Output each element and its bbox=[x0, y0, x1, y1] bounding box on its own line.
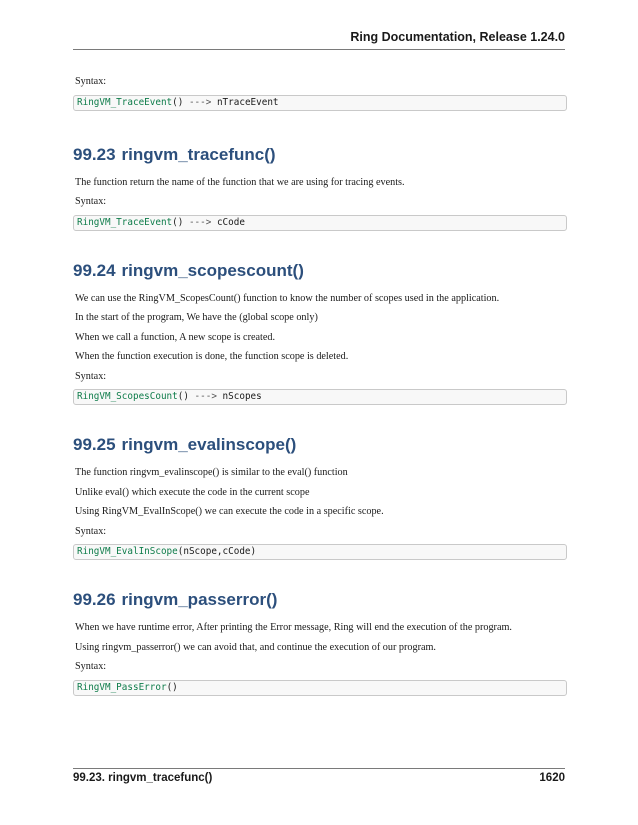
page-number: 1620 bbox=[539, 772, 565, 784]
code-arrow: ---> bbox=[183, 96, 212, 108]
code-block bbox=[73, 215, 567, 231]
paragraph: We can use the RingVM_ScopesCount() function to know the number of scopes used in the application. bbox=[75, 292, 500, 304]
syntax-label: Syntax: bbox=[75, 196, 107, 207]
code-function: RingVM_ScopesCount bbox=[77, 391, 178, 402]
code-arrow: ---> bbox=[183, 216, 212, 228]
section-heading bbox=[73, 435, 567, 455]
paragraph: Using ringvm_passerror() we can avoid that, and continue the execution of our program. bbox=[75, 641, 436, 653]
code-arrow: ---> bbox=[188, 391, 217, 402]
paragraph: The function ringvm_evalinscope() is similar to the eval() function bbox=[75, 467, 348, 478]
section-99-23 bbox=[73, 145, 567, 231]
section-number: 99.25 bbox=[73, 435, 116, 454]
code-args: () bbox=[172, 216, 184, 228]
section-title: ringvm_evalinscope() bbox=[121, 435, 297, 454]
section-number: 99.24 bbox=[73, 260, 116, 280]
section-heading bbox=[73, 261, 567, 281]
section-title: ringvm_passerror() bbox=[121, 590, 278, 609]
section-title: ringvm_tracefunc() bbox=[121, 144, 276, 164]
code-args: () bbox=[172, 96, 184, 108]
paragraph: Unlike eval() which execute the code in the current scope bbox=[75, 486, 310, 498]
code-block bbox=[73, 95, 567, 111]
running-header: Ring Documentation, Release 1.24.0 bbox=[350, 30, 565, 44]
code-function: RingVM_PassError bbox=[77, 681, 167, 693]
code-result: nTraceEvent bbox=[211, 96, 279, 108]
syntax-label: Syntax: bbox=[75, 661, 107, 672]
code-result: cCode bbox=[211, 216, 245, 228]
code-result: nScopes bbox=[216, 391, 262, 402]
page-content bbox=[73, 75, 567, 696]
section-99-24 bbox=[73, 261, 567, 406]
paragraph: When we call a function, A new scope is created. bbox=[75, 331, 275, 343]
code-function: RingVM_TraceEvent bbox=[77, 216, 173, 228]
code-args: () bbox=[166, 681, 178, 693]
syntax-label: Syntax: bbox=[75, 370, 107, 382]
footer-section-title: 99.23. ringvm_tracefunc() bbox=[73, 772, 213, 784]
code-function: RingVM_EvalInScope bbox=[77, 546, 178, 557]
syntax-label: Syntax: bbox=[75, 525, 107, 537]
section-99-25 bbox=[73, 435, 567, 560]
syntax-label: Syntax: bbox=[75, 76, 107, 87]
section-number: 99.26 bbox=[73, 590, 116, 609]
code-block bbox=[73, 389, 567, 405]
code-args: (nScope,cCode) bbox=[177, 546, 257, 557]
footer-rule bbox=[73, 768, 565, 769]
section-number: 99.23 bbox=[73, 144, 116, 164]
paragraph: When we have runtime error, After printing the Error message, Ring will end the execution of the program. bbox=[75, 622, 512, 633]
section-title: ringvm_scopescount() bbox=[121, 260, 304, 280]
section-99-26 bbox=[73, 590, 567, 696]
paragraph: When the function execution is done, the function scope is deleted. bbox=[75, 351, 349, 362]
header-rule bbox=[73, 49, 565, 50]
paragraph: In the start of the program, We have the (global scope only) bbox=[75, 312, 318, 323]
section-heading bbox=[73, 590, 567, 610]
paragraph: The function return the name of the function that we are using for tracing events. bbox=[75, 176, 405, 188]
code-block bbox=[73, 680, 567, 696]
code-block bbox=[73, 544, 567, 560]
paragraph: Using RingVM_EvalInScope() we can execute the code in a specific scope. bbox=[75, 506, 384, 517]
code-function: RingVM_TraceEvent bbox=[77, 96, 173, 108]
section-heading bbox=[73, 145, 567, 165]
code-args: () bbox=[177, 391, 189, 402]
